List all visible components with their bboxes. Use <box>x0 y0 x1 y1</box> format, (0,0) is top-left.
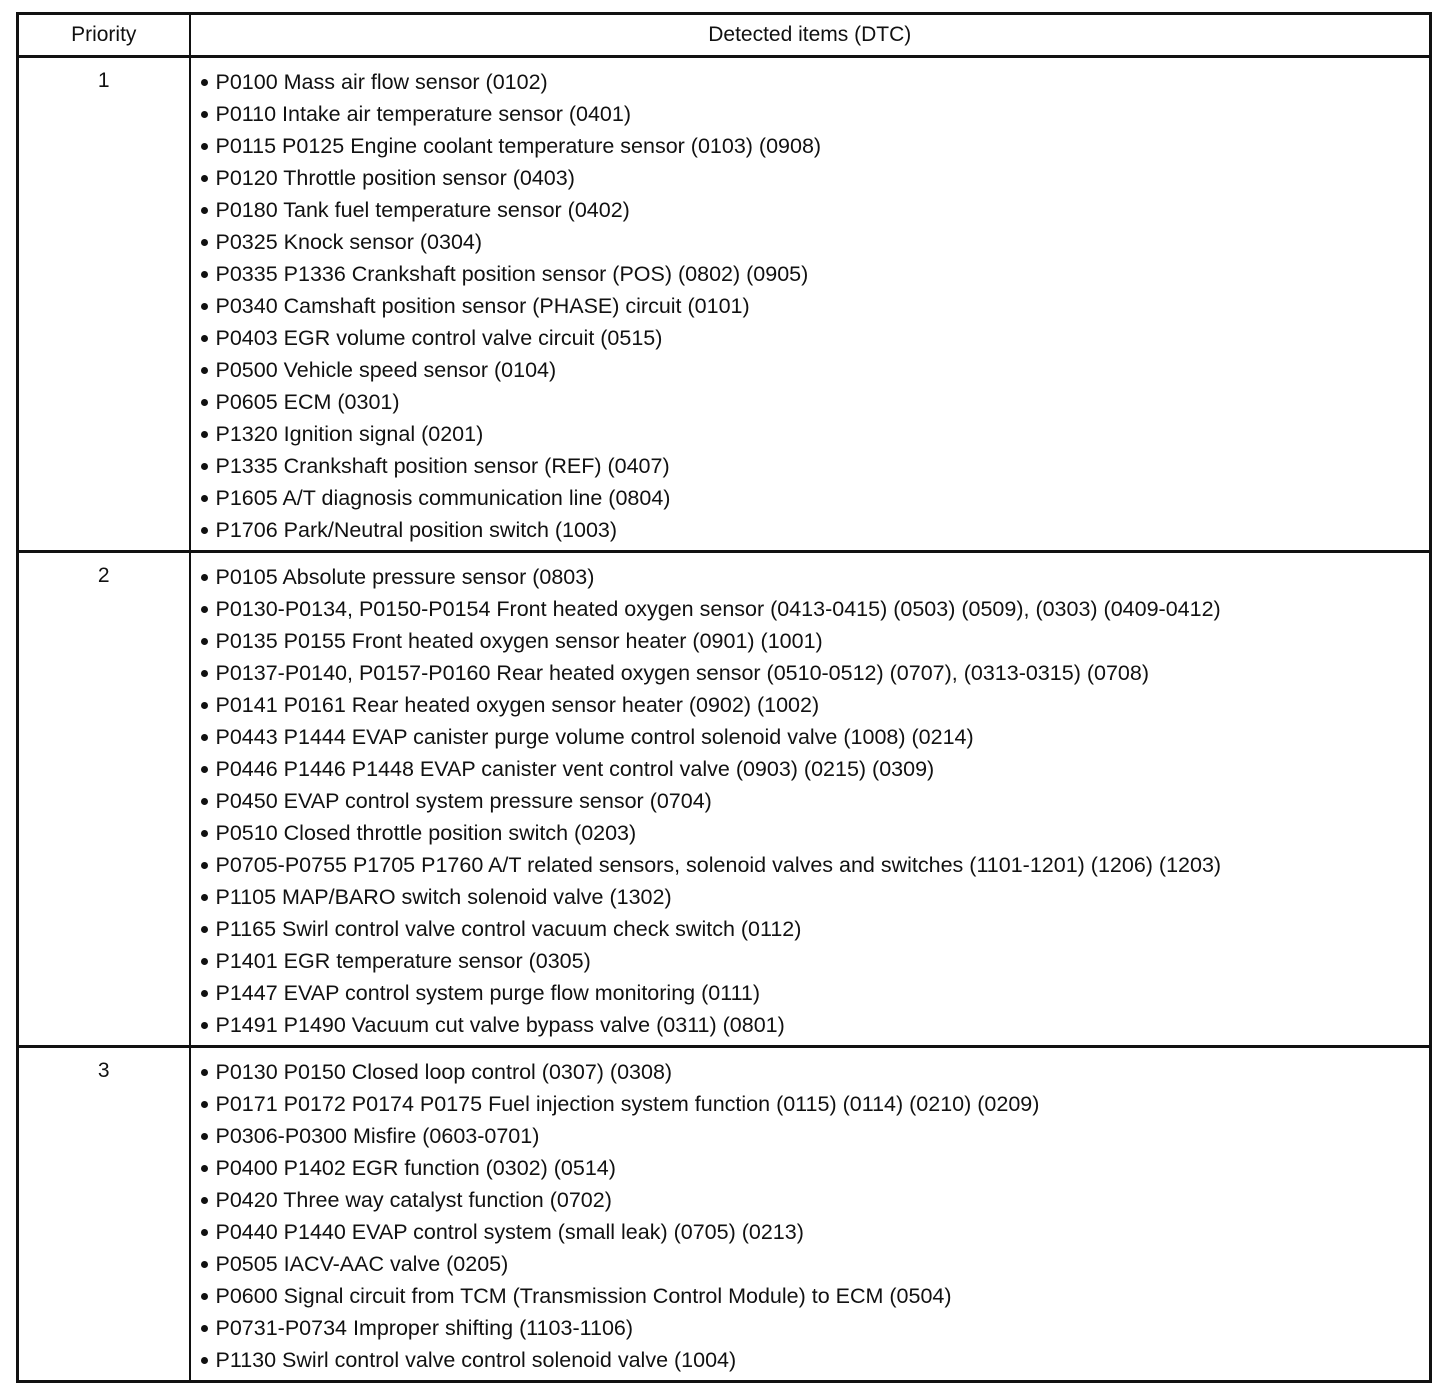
bullet-icon <box>201 143 208 150</box>
dtc-item-text: P1401 EGR temperature sensor (0305) <box>215 949 591 973</box>
bullet-icon <box>201 926 208 933</box>
dtc-item-text: P1165 Swirl control valve control vacuum check switch (0112) <box>215 917 802 941</box>
bullet-icon <box>201 1357 208 1364</box>
dtc-item <box>201 593 1430 625</box>
dtc-item <box>201 354 1430 386</box>
bullet-icon <box>201 990 208 997</box>
dtc-item <box>201 1184 1430 1216</box>
dtc-item <box>201 1120 1430 1152</box>
dtc-item-text: P1706 Park/Neutral position switch (1003) <box>215 518 618 542</box>
dtc-item-text: P0325 Knock sensor (0304) <box>215 230 483 254</box>
dtc-item <box>201 849 1430 881</box>
bullet-icon <box>201 894 208 901</box>
header-row <box>18 14 1431 57</box>
bullet-icon <box>201 1101 208 1108</box>
dtc-item <box>201 418 1430 450</box>
bullet-icon <box>201 1133 208 1140</box>
dtc-item <box>201 290 1430 322</box>
bullet-icon <box>201 271 208 278</box>
dtc-item-text: P0731-P0734 Improper shifting (1103-1106) <box>215 1316 634 1340</box>
detected-items-list <box>190 57 1431 552</box>
dtc-item <box>201 1344 1430 1376</box>
bullet-icon <box>201 463 208 470</box>
bullet-icon <box>201 1229 208 1236</box>
bullet-icon <box>201 574 208 581</box>
dtc-item-text: P0420 Three way catalyst function (0702) <box>215 1188 612 1212</box>
bullet-icon <box>201 335 208 342</box>
dtc-item-text: P0135 P0155 Front heated oxygen sensor heater (0901) (1001) <box>215 629 823 653</box>
dtc-item <box>201 258 1430 290</box>
dtc-item <box>201 817 1430 849</box>
bullet-icon <box>201 1022 208 1029</box>
dtc-item <box>201 386 1430 418</box>
dtc-item-text: P0171 P0172 P0174 P0175 Fuel injection system function (0115) (0114) (0210) (0209) <box>215 1092 1040 1116</box>
bullet-icon <box>201 79 208 86</box>
bullet-icon <box>201 111 208 118</box>
bullet-icon <box>201 766 208 773</box>
dtc-item <box>201 753 1430 785</box>
dtc-item <box>201 98 1430 130</box>
dtc-item <box>201 514 1430 546</box>
dtc-item-text: P0340 Camshaft position sensor (PHASE) circuit (0101) <box>215 294 750 318</box>
dtc-item-text: P1130 Swirl control valve control solenoid valve (1004) <box>215 1348 737 1372</box>
dtc-item <box>201 721 1430 753</box>
dtc-item-text: P1335 Crankshaft position sensor (REF) (0407) <box>215 454 670 478</box>
bullet-icon <box>201 527 208 534</box>
dtc-item-text: P0600 Signal circuit from TCM (Transmission Control Module) to ECM (0504) <box>215 1284 952 1308</box>
table-body <box>18 57 1431 1382</box>
dtc-item-text: P1320 Ignition signal (0201) <box>215 422 484 446</box>
bullet-icon <box>201 798 208 805</box>
dtc-item-text: P0500 Vehicle speed sensor (0104) <box>215 358 557 382</box>
dtc-item <box>201 226 1430 258</box>
dtc-item-text: P0446 P1446 P1448 EVAP canister vent control valve (0903) (0215) (0309) <box>215 757 935 781</box>
bullet-icon <box>201 367 208 374</box>
dtc-item-text: P0306-P0300 Misfire (0603-0701) <box>215 1124 540 1148</box>
priority-header: Priority <box>18 14 190 57</box>
priority-level: 1 <box>18 57 190 552</box>
bullet-icon <box>201 495 208 502</box>
dtc-item-text: P0440 P1440 EVAP control system (small leak) (0705) (0213) <box>215 1220 804 1244</box>
dtc-item <box>201 913 1430 945</box>
dtc-item <box>201 945 1430 977</box>
bullet-icon <box>201 239 208 246</box>
dtc-item-text: P0100 Mass air flow sensor (0102) <box>215 70 548 94</box>
priority-group-row <box>18 1047 1431 1382</box>
dtc-item <box>201 1216 1430 1248</box>
priority-group-row <box>18 57 1431 552</box>
dtc-item <box>201 977 1430 1009</box>
dtc-item-text: P0335 P1336 Crankshaft position sensor (POS) (0802) (0905) <box>215 262 809 286</box>
bullet-icon <box>201 862 208 869</box>
detected-items-header: Detected items (DTC) <box>190 14 1431 57</box>
dtc-item <box>201 1088 1430 1120</box>
bullet-icon <box>201 1069 208 1076</box>
dtc-item <box>201 785 1430 817</box>
dtc-item <box>201 1152 1430 1184</box>
dtc-item <box>201 194 1430 226</box>
dtc-priority-table <box>16 12 1432 1383</box>
detected-items-list <box>190 1047 1431 1382</box>
dtc-item <box>201 881 1430 913</box>
bullet-icon <box>201 1197 208 1204</box>
dtc-item <box>201 1280 1430 1312</box>
dtc-item <box>201 130 1430 162</box>
dtc-item-text: P0110 Intake air temperature sensor (0401) <box>215 102 632 126</box>
dtc-item <box>201 482 1430 514</box>
dtc-item-text: P1105 MAP/BARO switch solenoid valve (1302) <box>215 885 672 909</box>
dtc-item-text: P0400 P1402 EGR function (0302) (0514) <box>215 1156 616 1180</box>
bullet-icon <box>201 1261 208 1268</box>
dtc-item <box>201 1056 1430 1088</box>
dtc-item-text: P0180 Tank fuel temperature sensor (0402) <box>215 198 630 222</box>
dtc-item-text: P0505 IACV-AAC valve (0205) <box>215 1252 509 1276</box>
dtc-item-text: P0137-P0140, P0157-P0160 Rear heated oxygen sensor (0510-0512) (0707), (0313-0315) (0708) <box>215 661 1149 685</box>
dtc-item-text: P0705-P0755 P1705 P1760 A/T related sensors, solenoid valves and switches (1101-1201) (1206) (1203) <box>215 853 1222 877</box>
dtc-item-text: P1605 A/T diagnosis communication line (0804) <box>215 486 671 510</box>
dtc-item <box>201 625 1430 657</box>
dtc-item <box>201 66 1430 98</box>
bullet-icon <box>201 638 208 645</box>
dtc-item <box>201 561 1430 593</box>
priority-level: 3 <box>18 1047 190 1382</box>
dtc-item <box>201 162 1430 194</box>
dtc-item-text: P0141 P0161 Rear heated oxygen sensor heater (0902) (1002) <box>215 693 820 717</box>
dtc-item <box>201 657 1430 689</box>
dtc-item-text: P0510 Closed throttle position switch (0203) <box>215 821 637 845</box>
dtc-item <box>201 1312 1430 1344</box>
bullet-icon <box>201 399 208 406</box>
dtc-item-text: P0115 P0125 Engine coolant temperature sensor (0103) (0908) <box>215 134 822 158</box>
priority-group-row <box>18 552 1431 1047</box>
bullet-icon <box>201 606 208 613</box>
dtc-item-text: P0130 P0150 Closed loop control (0307) (0308) <box>215 1060 673 1084</box>
priority-level: 2 <box>18 552 190 1047</box>
bullet-icon <box>201 734 208 741</box>
dtc-item-text: P0443 P1444 EVAP canister purge volume control solenoid valve (1008) (0214) <box>215 725 974 749</box>
dtc-item-text: P0403 EGR volume control valve circuit (0515) <box>215 326 663 350</box>
bullet-icon <box>201 175 208 182</box>
bullet-icon <box>201 431 208 438</box>
dtc-item <box>201 1009 1430 1041</box>
dtc-item-text: P0450 EVAP control system pressure sensor (0704) <box>215 789 712 813</box>
dtc-item <box>201 689 1430 721</box>
dtc-item-text: P0105 Absolute pressure sensor (0803) <box>215 565 595 589</box>
bullet-icon <box>201 670 208 677</box>
dtc-item-text: P0605 ECM (0301) <box>215 390 400 414</box>
dtc-item <box>201 1248 1430 1280</box>
dtc-item <box>201 450 1430 482</box>
bullet-icon <box>201 830 208 837</box>
bullet-icon <box>201 1165 208 1172</box>
dtc-item-text: P1447 EVAP control system purge flow monitoring (0111) <box>215 981 761 1005</box>
dtc-item-text: P0120 Throttle position sensor (0403) <box>215 166 575 190</box>
bullet-icon <box>201 207 208 214</box>
dtc-item-text: P1491 P1490 Vacuum cut valve bypass valve (0311) (0801) <box>215 1013 785 1037</box>
dtc-item-text: P0130-P0134, P0150-P0154 Front heated oxygen sensor (0413-0415) (0503) (0509), (0303) (0409-0412) <box>215 597 1221 621</box>
bullet-icon <box>201 958 208 965</box>
bullet-icon <box>201 1293 208 1300</box>
bullet-icon <box>201 1325 208 1332</box>
dtc-item <box>201 322 1430 354</box>
bullet-icon <box>201 702 208 709</box>
bullet-icon <box>201 303 208 310</box>
detected-items-list <box>190 552 1431 1047</box>
